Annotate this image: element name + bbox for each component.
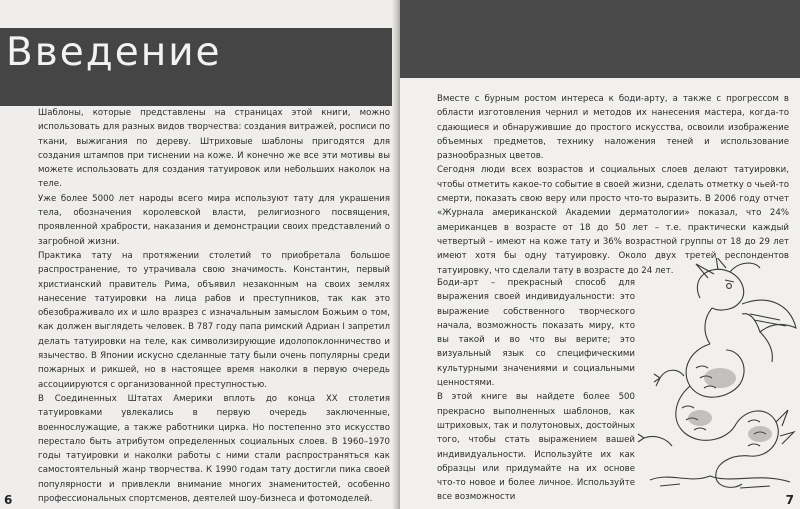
left-paragraph: Шаблоны, которые представлены на страницах этой книги, можно использовать для разных видов творчества: создания витражей, росписи по ткани, выжигания по дереву. Штриховые шаблоны пригодятся для создания штампов при тиснении на коже. И конечно же все эти мотивы вы можете использовать для создания татуировок или небольших наколок на теле.	[38, 108, 390, 190]
left-body-text	[38, 106, 390, 506]
right-paragraph: Вместе с бурным ростом интереса к боди-арту, а также с прогрессом в области изготовления чернил и методов их нанесения мастера, когда-то сдающиеся и обнаружившие до простого искусства, освоили изображение объемных предметов, технику наложения теней и использование разнообразных цветов.	[437, 94, 789, 162]
right-page	[400, 0, 800, 509]
right-paragraph: В этой книге вы найдете более 500 прекрасно выполненных шаблонов, как штриховых, так и полутоновых, достойных того, чтобы стать выражением вашей индивидуальности. Используйте их как образцы или придумайте на их основе что-то новое и более личное. Используйте все возможности	[437, 392, 635, 503]
page-number-left: 6	[4, 493, 13, 507]
left-page	[0, 0, 398, 509]
right-paragraph: Боди-арт – прекрасный способ для выражения своей индивидуальности: это выражение собственного творческого начала, возможность показать миру, кто вы такой и во что вы верите; это визуальный язык со специфическими культурными значениями и социальными ценностями.	[437, 278, 635, 389]
right-body-text-top	[437, 92, 789, 278]
left-paragraph: В Соединенных Штатах Америки вплоть до конца XX столетия татуировками увлекались в первую очередь заключенные, военнослужащие, а также работники цирка. Но постепенно это искусство перестало быть атрибутом определенных социальных слоев. В 1960–1970 годы татуировки и наколки работы с ними стали распространяться как самостоятельный жанр творчества. К 1990 годам тату достигли пика своей популярности и привлекли внимание многих знаменитостей, особенно профессиональных спортсменов, деятелей шоу-бизнеса и фотомоделей.	[38, 393, 390, 505]
dragon-illustration	[630, 258, 800, 493]
right-body-text-column	[437, 276, 635, 505]
page-title: Введение	[6, 30, 222, 75]
top-band	[400, 0, 800, 78]
left-paragraph: Практика тату на протяжении столетий то приобретала большое распространение, то утрачивала свою значимость. Константин, первый христианский правитель Рима, объявил незаконным на своих землях нанесение татуировки на лица рабов и преступников, так как это обезображивало их и шло вразрез с изначальным замыслом Божьим о том, как должен выглядеть человек. В 787 году папа римский Адриан I запретил делать татуировки на теле, как символизирующие идолопоклонничество и язычество. В Японии искусно сделанные тату были очень популярны среди пожарных и рикшей, но в настоящее время наколки в первую очередь ассоциируются с организованной преступностью.	[38, 250, 390, 390]
left-paragraph: Уже более 5000 лет народы всего мира используют тату для украшения тела, обозначения королевской власти, религиозного посвящения, проявленной храбрости, наказания и демонстрации своих представлений о загробной жизни.	[38, 193, 390, 247]
page-number-right: 7	[785, 493, 794, 507]
right-paragraph: Сегодня люди всех возрастов и социальных слоев делают татуировки, чтобы отметить какое-то событие в своей жизни, сделать отметку о чьей-то смерти, показать свою веру или просто что-то выразить. В 2006 году отчет «Журнала американской Академии дерматологии» показал, что 24% американцев в возрасте от 18 до 50 лет – т.е. практически каждый четвертый – имеют на коже тату и 36% возрастной группы от 18 до 29 лет имеют хотя бы одну татуировку. Около двух третей респондентов татуировку, что сделали тату в возрасте до 24 лет.	[437, 165, 789, 276]
